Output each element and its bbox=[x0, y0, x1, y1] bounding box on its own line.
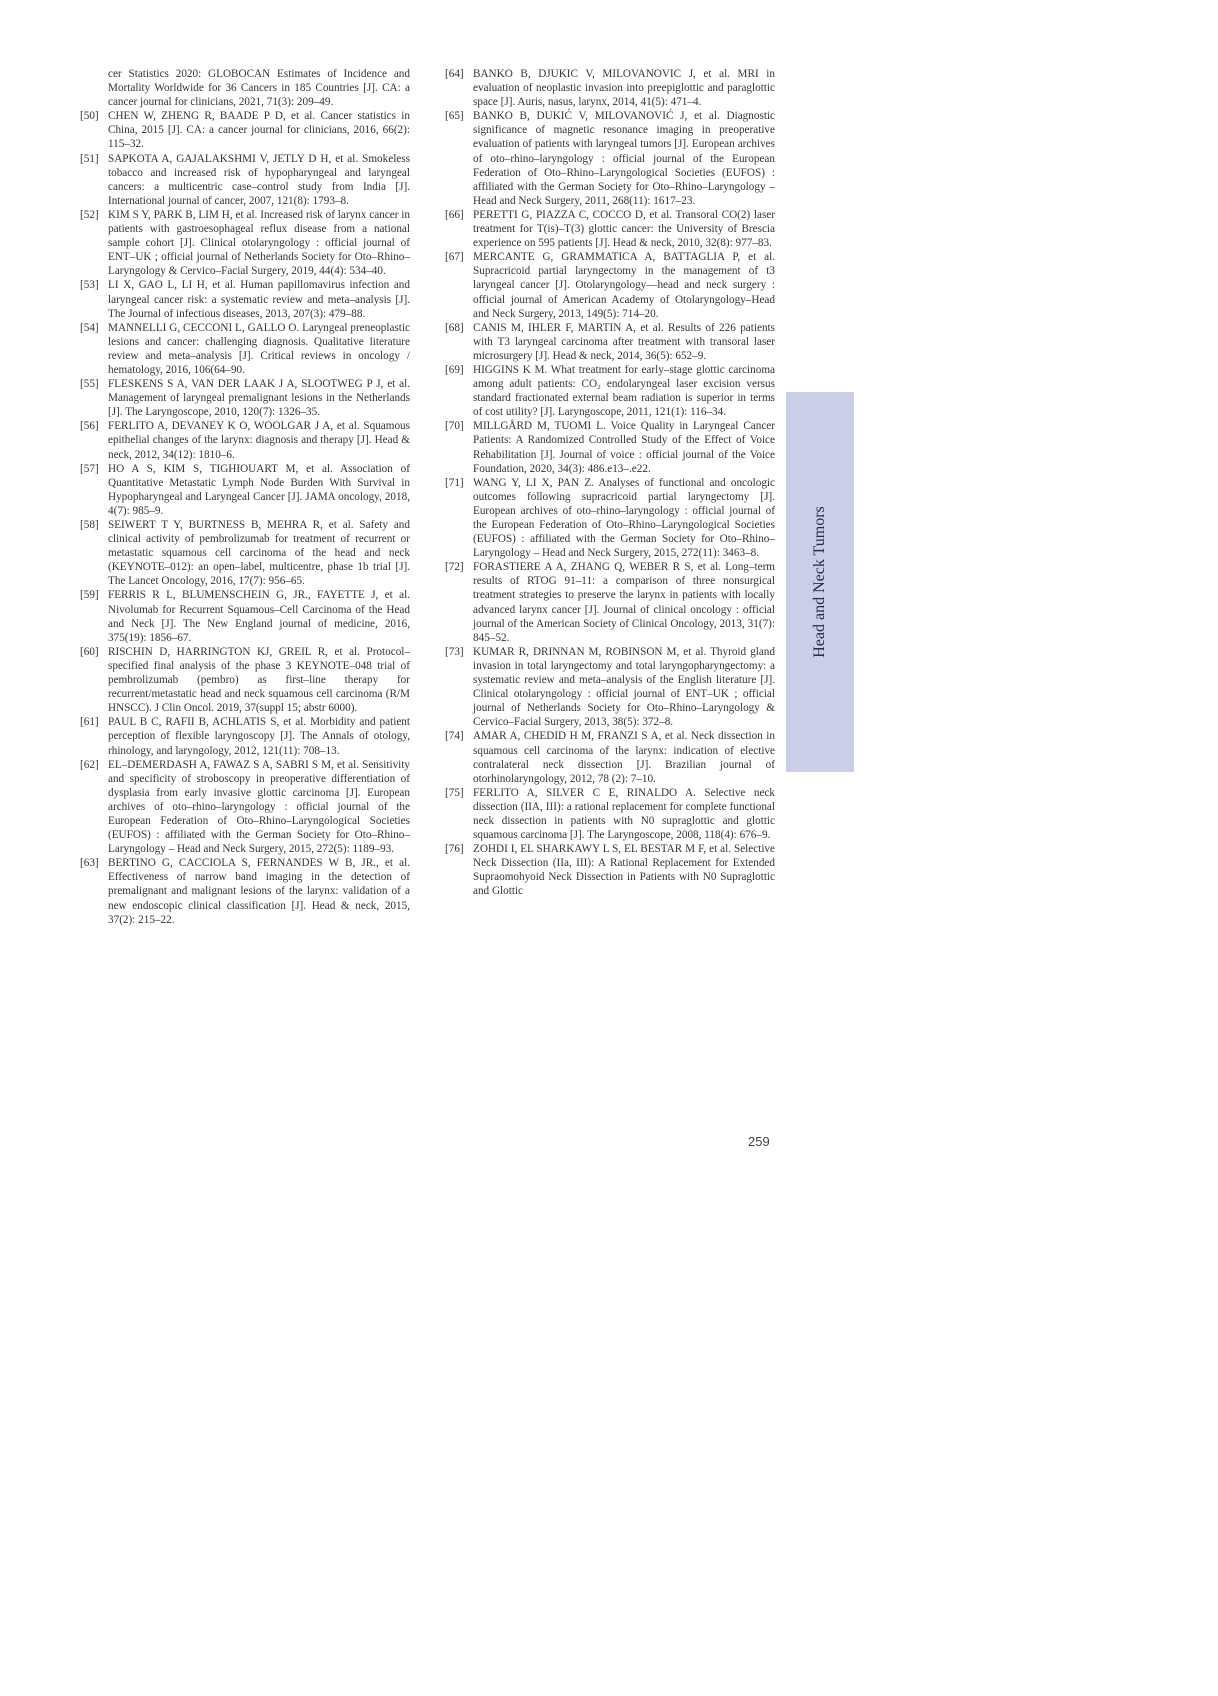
reference-item bbox=[445, 321, 775, 363]
reference-item bbox=[445, 560, 775, 645]
reference-number: [63] bbox=[80, 857, 99, 870]
reference-text: KIM S Y, PARK B, LIM H, et al. Increased risk of larynx cancer in patients with gastroesophageal reflux disease from a national sample cohort [J]. Clinical otolaryngology : official journal of ENT–UK ; official journal of Netherlands Society for Oto–Rhino–Laryngology & Cervico–Facial Surgery, 2019, 44(4): 534–40. bbox=[108, 208, 410, 278]
reference-text: KUMAR R, DRINNAN M, ROBINSON M, et al. Thyroid gland invasion in total laryngectomy and total laryngopharyngectomy: a systematic review and meta–analysis of the English literature [J]. Clinical otolaryngology : official journal of ENT–UK ; official journal of Netherlands Society for Oto–Rhino–Laryngology & Cervico–Facial Surgery, 2013, 38(5): 372–8. bbox=[473, 645, 775, 729]
reference-text: SAPKOTA A, GAJALAKSHMI V, JETLY D H, et al. Smokeless tobacco and increased risk of hypopharyngeal and laryngeal cancers: a multicentric case–control study from India [J]. International journal of cancer, 2007, 121(8): 1793–8. bbox=[108, 152, 410, 207]
reference-item bbox=[80, 208, 410, 278]
reference-text: BANKO B, DUKIĆ V, MILOVANOVIĆ J, et al. Diagnostic significance of magnetic resonance imaging in preoperative evaluation of patients with laryngeal tumors [J]. European archives of oto–rhino–laryngology : official journal of the European Federation of Oto–Rhino–Laryngological Societies (EUFOS) : affiliated with the German Society for Oto–Rhino–Laryngology – Head and Neck Surgery, 2011, 268(11): 1617–23. bbox=[473, 110, 775, 207]
reference-text: MANNELLI G, CECCONI L, GALLO O. Laryngeal preneoplastic lesions and cancer: challenging diagnosis. Qualitative literature review and meta–analysis [J]. Critical reviews in oncology / hematology, 2016, 106(64–90. bbox=[108, 321, 410, 376]
reference-number: [65] bbox=[445, 110, 464, 123]
reference-text: FERLITO A, SILVER C E, RINALDO A. Selective neck dissection (IIA, III): a rational replacement for complete functional neck dissection in patients with N0 supraglottic and glottic squamous carcinoma [J]. The Laryngoscope, 2008, 118(4): 676–9. bbox=[473, 786, 775, 842]
reference-text: EL–DEMERDASH A, FAWAZ S A, SABRI S M, et al. Sensitivity and specificity of stroboscopy in preoperative differentiation of dysplasia from early invasive glottic carcinoma [J]. European archives of oto–rhino–laryngology : official journal of the European Federation of Oto–Rhino–Laryngological Societies (EUFOS) : affiliated with the German Society for Oto–Rhino–Laryngology – Head and Neck Surgery, 2015, 272(5): 1189–93. bbox=[108, 758, 410, 856]
section-sidebar-tab bbox=[786, 392, 854, 772]
reference-number: [68] bbox=[445, 321, 464, 334]
reference-text: CANIS M, IHLER F, MARTIN A, et al. Results of 226 patients with T3 laryngeal carcinoma after treatment with transoral laser microsurgery [J]. Head & neck, 2014, 36(5): 652–9. bbox=[473, 321, 775, 362]
reference-text: MILLGÅRD M, TUOMI L. Voice Quality in Laryngeal Cancer Patients: A Randomized Controlled Study of the Effect of Voice Rehabilitation [J]. Journal of voice : official journal of the Voice Foundation, 2020, 34(3): 486.e13–.e22. bbox=[473, 420, 775, 475]
reference-text: BANKO B, DJUKIC V, MILOVANOVIC J, et al. MRI in evaluation of neoplastic invasion into preepiglottic and paraglottic space [J]. Auris, nasus, larynx, 2014, 41(5): 471–4. bbox=[473, 68, 775, 109]
reference-text: PERETTI G, PIAZZA C, COCCO D, et al. Transoral CO(2) laser treatment for T(is)–T(3) glottic cancer: the University of Brescia experience on 595 patients [J]. Head & neck, 2010, 32(8): 977–83. bbox=[473, 208, 775, 250]
reference-text: RISCHIN D, HARRINGTON KJ, GREIL R, et al. Protocol–specified final analysis of the phase 3 KEYNOTE–048 trial of pembrolizumab (pembro) as first–line therapy for recurrent/metastatic head and neck squamous cell carcinoma (R/M HNSCC). J Clin Oncol. 2019, 37(suppl 15; abstr 6000). bbox=[108, 645, 410, 715]
reference-text: MERCANTE G, GRAMMATICA A, BATTAGLIA P, et al. Supracricoid partial laryngectomy in the management of t3 laryngeal cancer [J]. Otolaryngology––head and neck surgery : official journal of American Academy of Otolaryngology–Head and Neck Surgery, 2013, 149(5): 714–20. bbox=[473, 251, 775, 320]
reference-item bbox=[80, 518, 410, 588]
reference-item bbox=[80, 419, 410, 461]
reference-item bbox=[445, 645, 775, 730]
reference-number: [76] bbox=[445, 843, 464, 856]
reference-number: [71] bbox=[445, 476, 464, 489]
reference-text: CHEN W, ZHENG R, BAADE P D, et al. Cancer statistics in China, 2015 [J]. CA: a cancer journal for clinicians, 2016, 66(2): 115–32. bbox=[108, 110, 410, 151]
reference-text: ZOHDI I, EL SHARKAWY L S, EL BESTAR M F, et al. Selective Neck Dissection (IIa, III): A Rational Replacement for Extended Supraomohyoid Neck Dissection in Patients with N0 Supraglottic and Glottic bbox=[473, 843, 775, 898]
reference-number: [57] bbox=[80, 462, 99, 475]
reference-text: SEIWERT T Y, BURTNESS B, MEHRA R, et al. Safety and clinical activity of pembrolizumab for treatment of recurrent or metastatic squamous cell carcinoma of the head and neck (KEYNOTE–012): an open–label, multicentre, phase 1b trial [J]. The Lancet Oncology, 2016, 17(7): 956–65. bbox=[108, 519, 410, 588]
reference-number: [56] bbox=[80, 420, 99, 433]
reference-text: FORASTIERE A A, ZHANG Q, WEBER R S, et al. Long–term results of RTOG 91–11: a comparison of three nonsurgical treatment strategies to preserve the larynx in patients with locally advanced larynx cancer [J]. Journal of clinical oncology : official journal of the American Society of Clinical Oncology, 2013, 31(7): 845–52. bbox=[473, 561, 775, 644]
reference-item bbox=[80, 152, 410, 208]
reference-item bbox=[445, 842, 775, 898]
reference-item bbox=[80, 758, 410, 857]
reference-item bbox=[80, 645, 410, 715]
reference-number: [53] bbox=[80, 279, 99, 292]
reference-item bbox=[445, 419, 775, 475]
reference-number: [51] bbox=[80, 152, 99, 165]
reference-number: [73] bbox=[445, 645, 464, 658]
reference-item bbox=[445, 363, 775, 419]
reference-item bbox=[80, 377, 410, 419]
reference-text: FLESKENS S A, VAN DER LAAK J A, SLOOTWEG P J, et al. Management of laryngeal premalignant lesions in the Netherlands [J]. The Laryngoscope, 2010, 120(7): 1326–35. bbox=[108, 378, 410, 419]
references-right-column bbox=[445, 67, 775, 899]
reference-text: HO A S, KIM S, TIGHIOUART M, et al. Association of Quantitative Metastatic Lymph Node Burden With Survival in Hypopharyngeal and Laryngeal Cancer [J]. JAMA oncology, 2018, 4(7): 985–9. bbox=[108, 462, 410, 517]
reference-item bbox=[80, 109, 410, 151]
reference-text: FERLITO A, DEVANEY K O, WOOLGAR J A, et al. Squamous epithelial changes of the larynx: diagnosis and therapy [J]. Head & neck, 2012, 34(12): 1810–6. bbox=[108, 420, 410, 461]
reference-number: [75] bbox=[445, 786, 464, 799]
reference-text: PAUL B C, RAFII B, ACHLATIS S, et al. Morbidity and patient perception of flexible laryngoscopy [J]. The Annals of otology, rhinology, and laryngology, 2012, 121(11): 708–13. bbox=[108, 716, 410, 757]
reference-text: WANG Y, LI X, PAN Z. Analyses of functional and oncologic outcomes following supracricoid partial laryngectomy [J]. European archives of oto–rhino–laryngology : official journal of the European Federation of Oto–Rhino–Laryngological Societies (EUFOS) : affiliated with the German Society for Oto–Rhino–Laryngology – Head and Neck Surgery, 2015, 272(11): 3463–8. bbox=[473, 476, 775, 560]
reference-number: [74] bbox=[445, 730, 464, 743]
reference-number: [50] bbox=[80, 110, 99, 123]
page-number: 259 bbox=[748, 1134, 770, 1149]
reference-item bbox=[80, 462, 410, 518]
reference-item bbox=[80, 67, 410, 109]
reference-number: [55] bbox=[80, 378, 99, 391]
reference-item bbox=[80, 278, 410, 320]
reference-number: [62] bbox=[80, 758, 99, 771]
reference-text: FERRIS R L, BLUMENSCHEIN G, JR., FAYETTE J, et al. Nivolumab for Recurrent Squamous–Cell Carcinoma of the Head and Neck [J]. The New England journal of medicine, 2016, 375(19): 1856–67. bbox=[108, 589, 410, 644]
reference-number: [64] bbox=[445, 68, 464, 80]
reference-text: cer Statistics 2020: GLOBOCAN Estimates of Incidence and Mortality Worldwide for 36 Cancers in 185 Countries [J]. CA: a cancer journal for clinicians, 2021, 71(3): 209–49. bbox=[108, 68, 410, 109]
reference-text: HIGGINS K M. What treatment for early–stage glottic carcinoma among adult patients: CO₂ endolaryngeal laser excision versus standard fractionated external beam radiation is superior in terms of cost utility? [J]. Laryngoscope, 2011, 121(1): 116–34. bbox=[473, 363, 775, 419]
reference-item bbox=[445, 786, 775, 842]
reference-number: [60] bbox=[80, 645, 99, 658]
reference-number: [54] bbox=[80, 321, 99, 334]
reference-number: [70] bbox=[445, 420, 464, 433]
reference-text: BERTINO G, CACCIOLA S, FERNANDES W B, JR., et al. Effectiveness of narrow band imaging in the detection of premalignant and malignant lesions of the larynx: validation of a new endoscopic clinical classification [J]. Head & neck, 2015, 37(2): 215–22. bbox=[108, 857, 410, 926]
reference-text: LI X, GAO L, LI H, et al. Human papillomavirus infection and laryngeal cancer risk: a systematic review and meta–analysis [J]. The Journal of infectious diseases, 2013, 207(3): 479–88. bbox=[108, 279, 410, 320]
reference-text: AMAR A, CHEDID H M, FRANZI S A, et al. Neck dissection in squamous cell carcinoma of the larynx: indication of elective contralateral neck dissection [J]. Brazilian journal of otorhinolaryngology, 2012, 78 (2): 7–10. bbox=[473, 730, 775, 785]
reference-item bbox=[80, 588, 410, 644]
reference-item bbox=[445, 208, 775, 250]
reference-item bbox=[445, 729, 775, 785]
reference-item bbox=[80, 321, 410, 377]
reference-number: [67] bbox=[445, 251, 464, 264]
reference-number: [72] bbox=[445, 561, 464, 574]
reference-item bbox=[445, 476, 775, 561]
reference-number: [69] bbox=[445, 363, 464, 376]
reference-number: [61] bbox=[80, 716, 99, 729]
references-left-column bbox=[80, 67, 410, 927]
reference-item bbox=[445, 250, 775, 320]
reference-number: [59] bbox=[80, 589, 99, 602]
section-label: Head and Neck Tumors bbox=[811, 506, 828, 658]
reference-item bbox=[445, 109, 775, 208]
reference-number: [52] bbox=[80, 208, 99, 221]
reference-number: [58] bbox=[80, 519, 99, 531]
reference-item bbox=[80, 715, 410, 757]
reference-number: [66] bbox=[445, 208, 464, 221]
reference-item bbox=[445, 67, 775, 109]
reference-item bbox=[80, 856, 410, 926]
